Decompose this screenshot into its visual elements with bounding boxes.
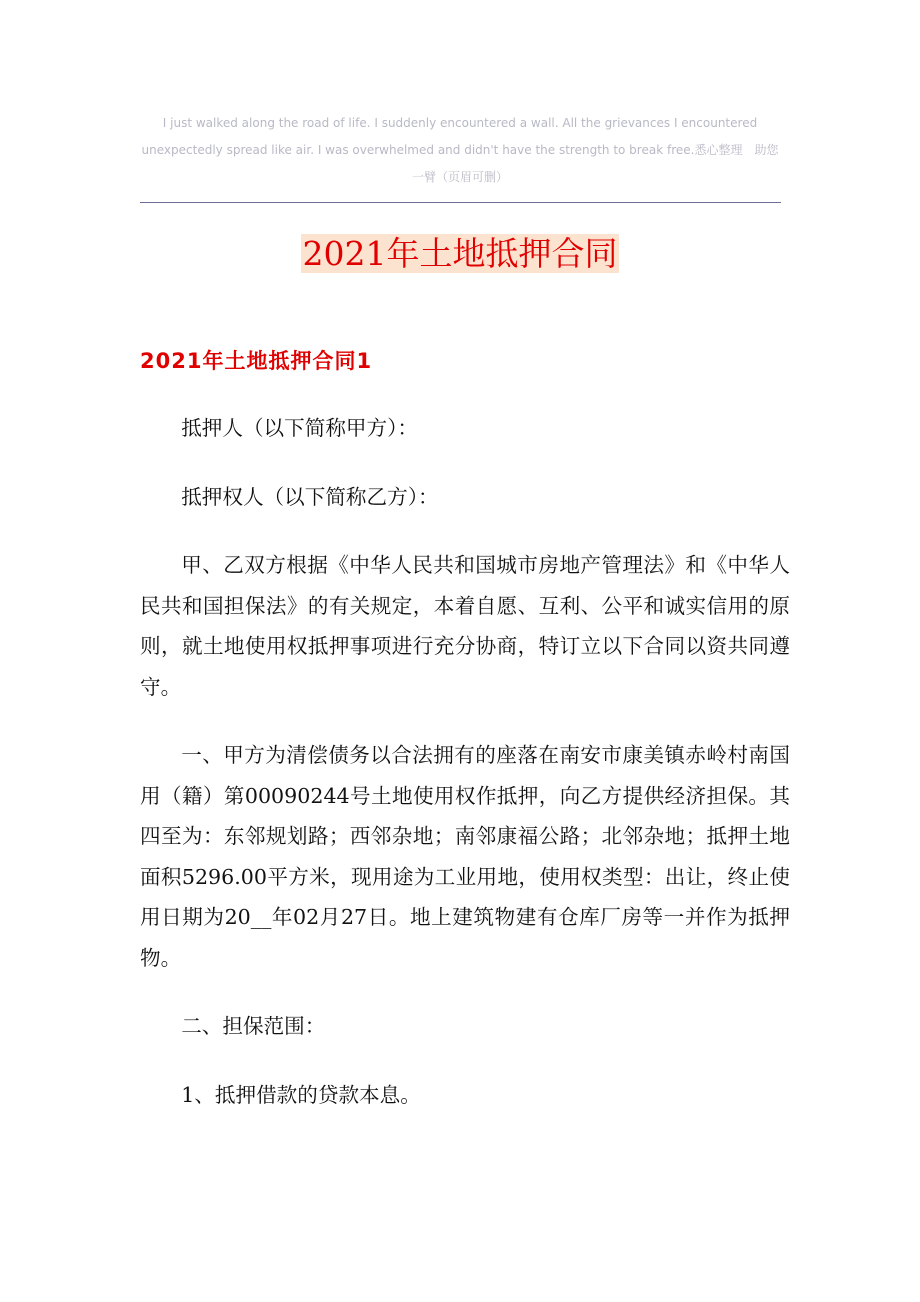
- document-title: [0, 228, 920, 280]
- paragraph-clause-2-item-1: 1、抵押借款的贷款本息。: [181, 1082, 421, 1107]
- paragraph-mortgagor: 抵押人（以下简称甲方）：: [181, 416, 419, 440]
- paragraph-preamble: 甲、乙双方根据《中华人民共和国城市房地产管理法》和《中华人民共和国担保法》的有关规定，本着自愿、互利、公平和诚实信用的原则，就土地使用权抵押事项进行充分协商，特订立以下合同以资共同遵守。: [140, 553, 790, 699]
- paragraph-clause-2-heading: 二、担保范围：: [181, 1014, 326, 1038]
- document-body: [140, 408, 790, 1143]
- header-divider: [140, 202, 781, 203]
- header-note: I just walked along the road of life. I suddenly encountered a wall. All the grievances I encountered unexpectedly spread like air. I was overwhelmed and didn't have the strength to break free.悉心整理 助您一臂（页眉可删）: [141, 116, 779, 184]
- paragraph-mortgagee: 抵押权人（以下简称乙方）：: [181, 484, 439, 509]
- document-title-text: 2021年土地抵押合同: [302, 234, 618, 273]
- paragraph-clause-1: 一、甲方为清偿债务以合法拥有的座落在南安市康美镇赤岭村南国用（籍）第00090244号土地使用权作抵押，向乙方提供经济担保。其四至为：东邻规划路；西邻杂地；南邻康福公路；北邻杂地；抵押土地面积5296.00平方米，现用途为工业用地，使用权类型：出让，终止使用日期为20__年02月27日。地上建筑物建有仓库厂房等一并作为抵押物。: [140, 743, 790, 970]
- section-title: 2021年土地抵押合同1: [140, 349, 373, 373]
